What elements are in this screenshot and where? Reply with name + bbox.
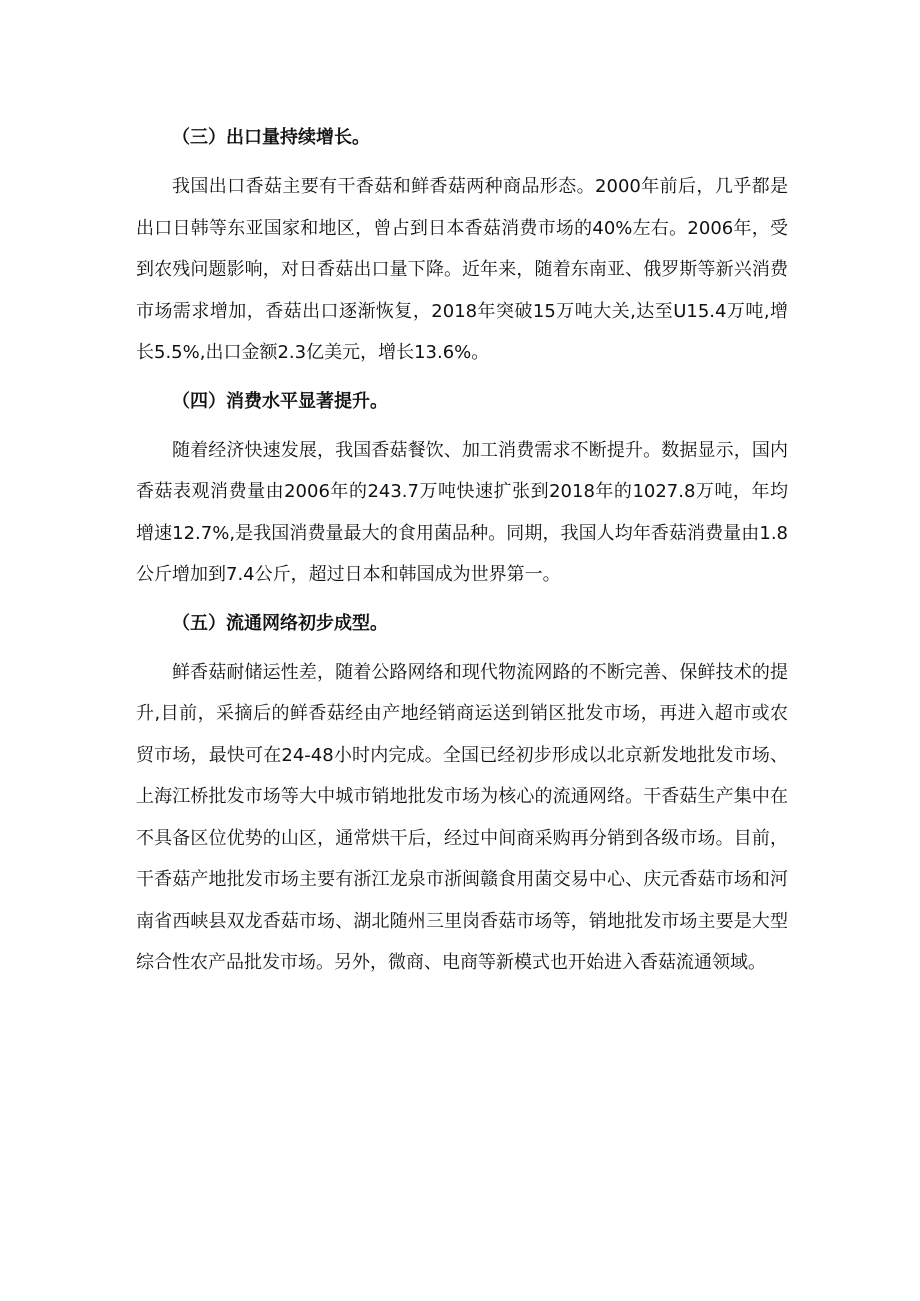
section-paragraph-consumption: 随着经济快速发展，我国香菇餐饮、加工消费需求不断提升。数据显示，国内香菇表观消费量由2006年的243.7万吨快速扩张到2018年的1027.8万吨，年均增速12.7%,是我国消费量最大的食用菌品种。同期，我国人均年香菇消费量由1.8公斤增加到7.4公斤，超过日本和韩国成为世界第一。 [136, 439, 788, 585]
section-heading-distribution: （五）流通网络初步成型。 [172, 612, 388, 634]
section-paragraph-export: 我国出口香菇主要有干香菇和鲜香菇两种商品形态。2000年前后，几乎都是出口日韩等东亚国家和地区，曾占到日本香菇消费市场的40%左右。2006年，受到农残问题影响，对日香菇出口量下降。近年来，随着东南亚、俄罗斯等新兴消费市场需求增加，香菇出口逐渐恢复，2018年突破15万吨大关,达至U15.4万吨,增长5.5%,出口金额2.3亿美元，增长13.6%。 [136, 176, 788, 363]
section-heading-export: （三）出口量持续增长。 [172, 127, 370, 148]
section-heading-consumption: （四）消费水平显著提升。 [172, 390, 388, 412]
section-paragraph-distribution: 鲜香菇耐储运性差，随着公路网络和现代物流网路的不断完善、保鲜技术的提升,目前，采摘后的鲜香菇经由产地经销商运送到销区批发市场，再进入超市或农贸市场，最快可在24-48小时内完成。全国已经初步形成以北京新发地批发市场、上海江桥批发市场等大中城市销地批发市场为核心的流通网络。干香菇生产集中在不具备区位优势的山区，通常烘干后，经过中间商采购再分销到各级市场。目前，干香菇产地批发市场主要有浙江龙泉市浙闽赣食用菌交易中心、庆元香菇市场和河南省西峡县双龙香菇市场、湖北随州三里岗香菇市场等，销地批发市场主要是大型综合性农产品批发市场。另外，微商、电商等新模式也开始进入香菇流通领域。 [136, 661, 788, 973]
